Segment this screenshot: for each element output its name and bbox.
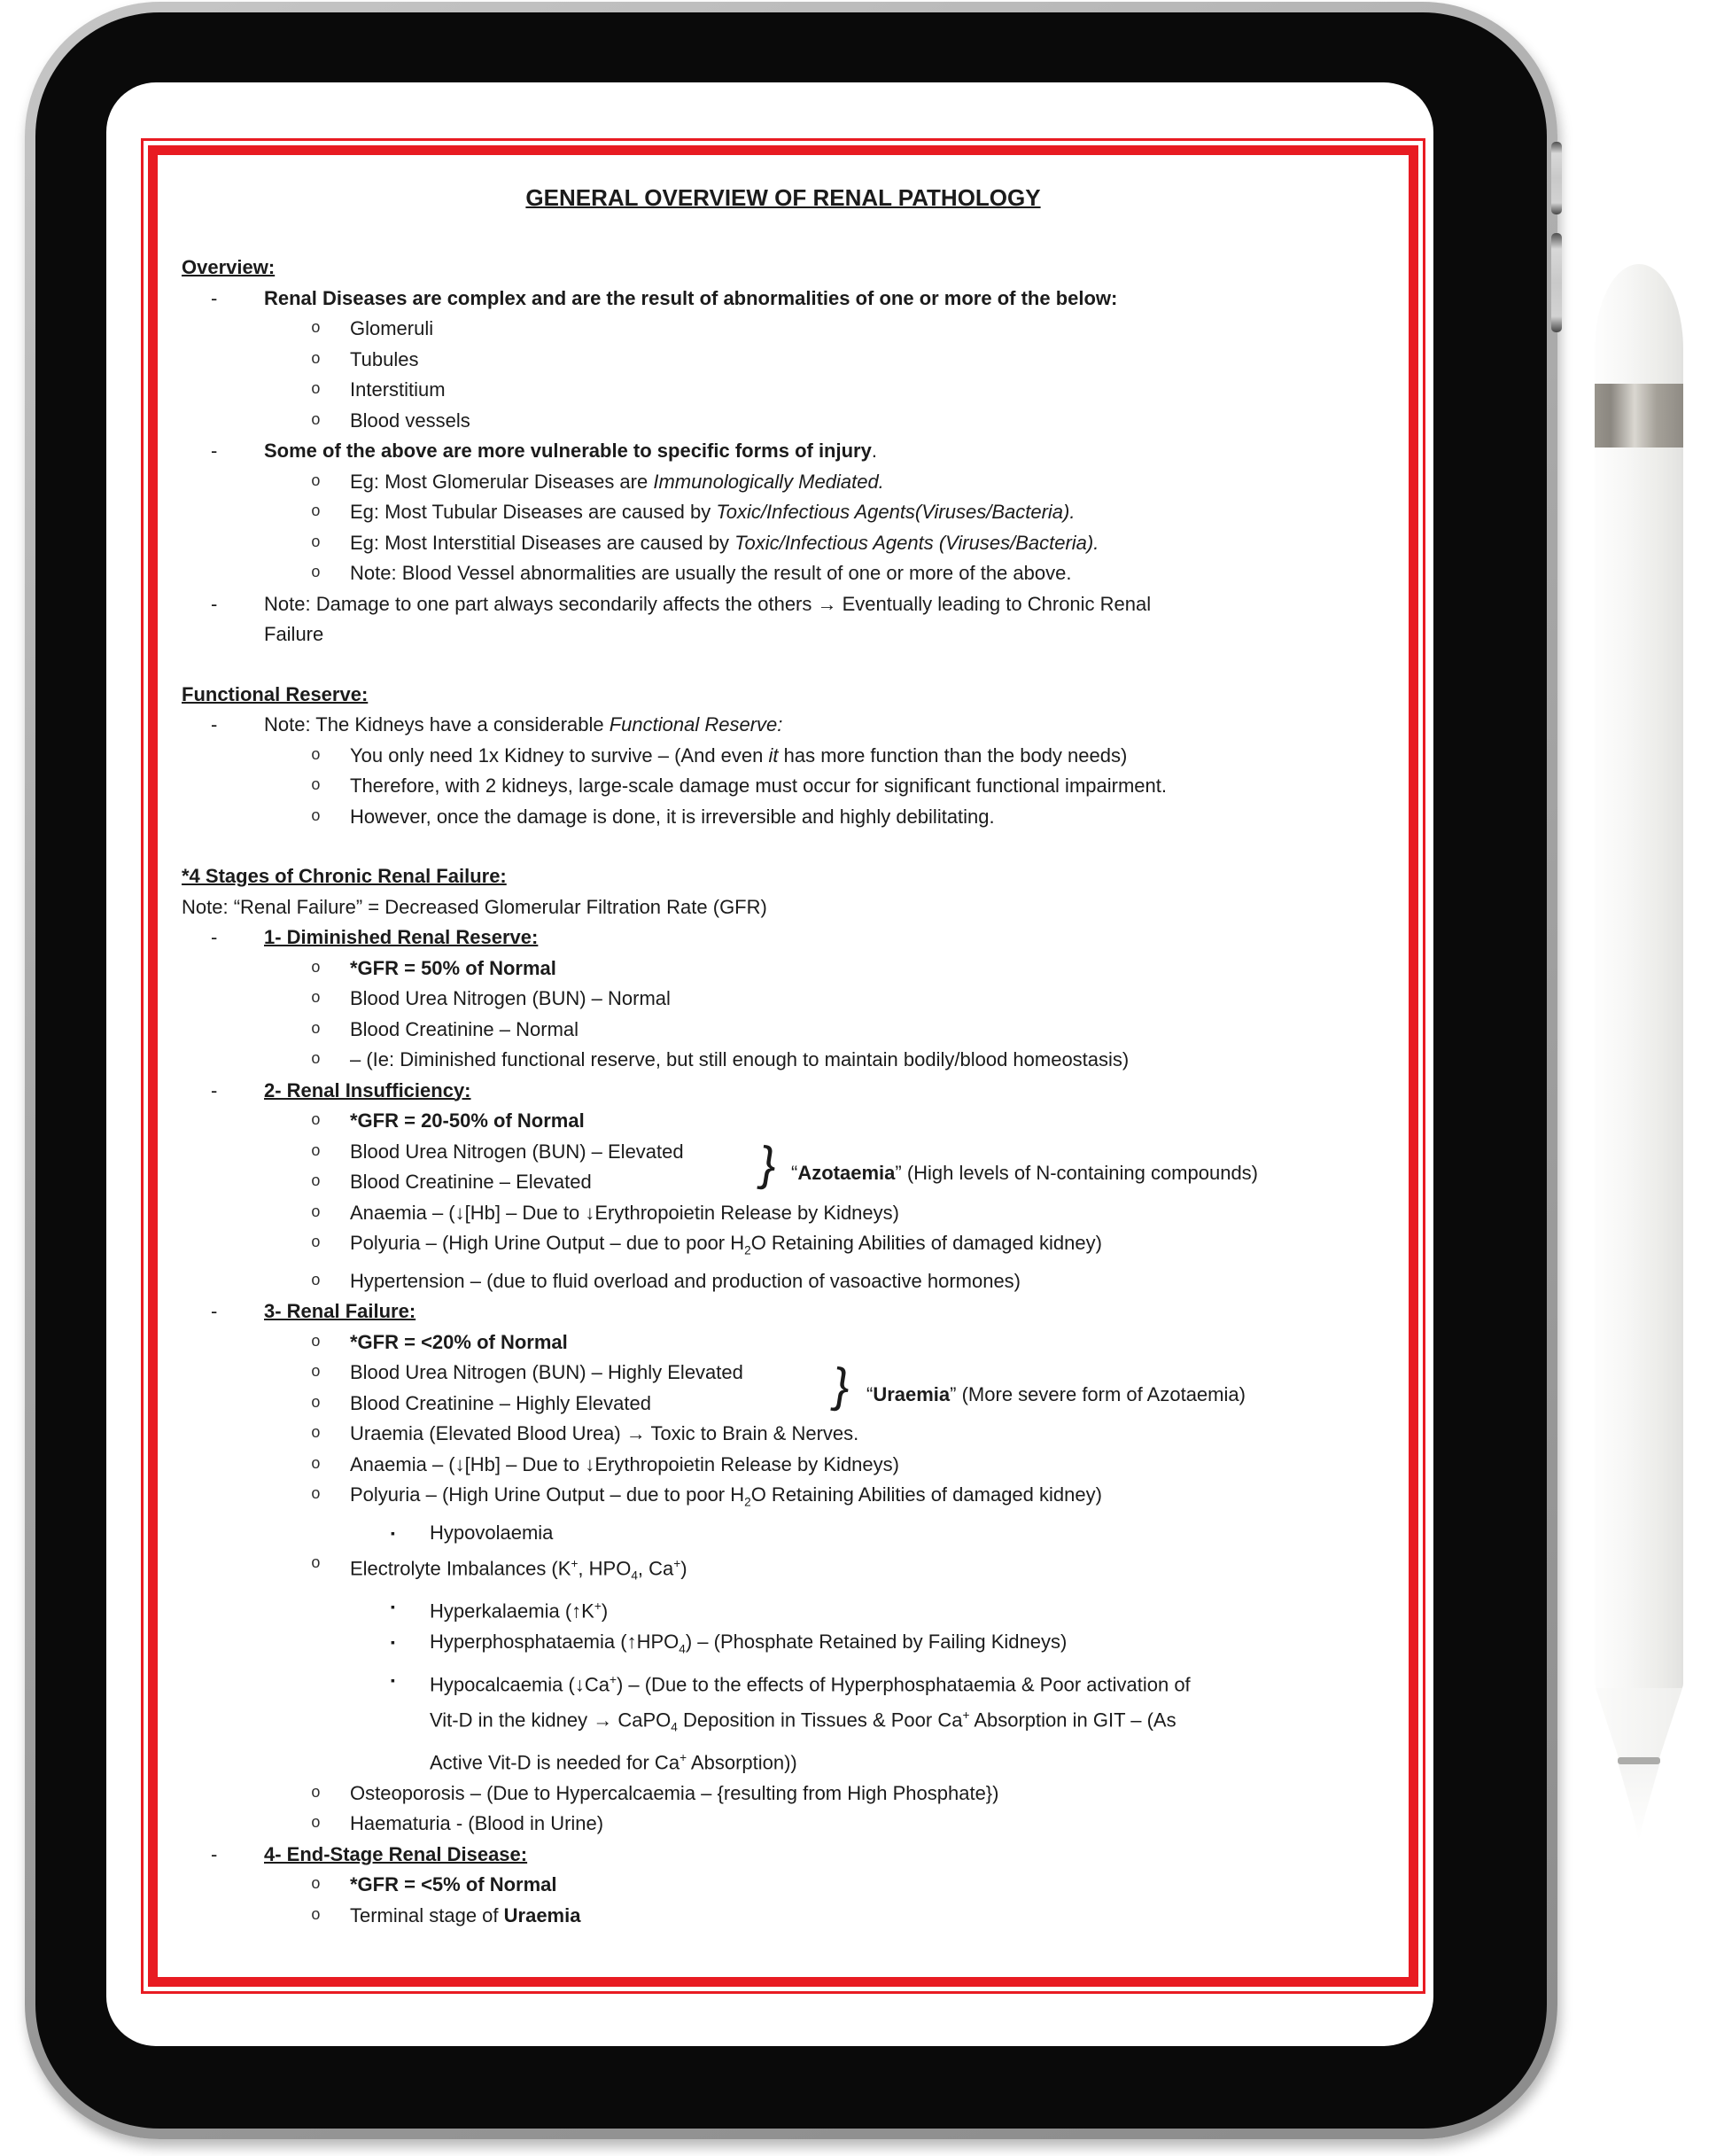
- text-segment: Immunologically Mediated.: [653, 470, 884, 493]
- stylus-band: [1595, 384, 1683, 448]
- brace-icon: }: [756, 1136, 780, 1193]
- text-segment: Interstitium: [350, 378, 446, 401]
- tablet: [25, 2, 1557, 2139]
- text-segment: Polyuria – (High Urine Output – due to poor H: [350, 1232, 745, 1254]
- text-segment: *4 Stages of Chronic Renal Failure:: [182, 865, 507, 887]
- document-red-frame: [141, 138, 1425, 1994]
- doc-line: [180, 953, 1386, 985]
- text-segment: Functional Reserve:: [609, 713, 783, 736]
- doc-line: [180, 741, 1386, 772]
- text-segment: Failure: [264, 623, 324, 645]
- text-segment: However, once the damage is done, it is irreversible and highly debilitating.: [350, 805, 995, 828]
- bullet-o-icon: o: [311, 472, 321, 491]
- text-segment: Some of the above are more vulnerable to specific forms of injury: [264, 440, 872, 462]
- text-segment: *GFR = <20% of Normal: [350, 1330, 568, 1353]
- text-segment: 1- Diminished Renal Reserve:: [264, 926, 539, 948]
- stylus-ring: [1618, 1757, 1660, 1764]
- doc-line: [180, 1627, 1386, 1665]
- doc-line: [180, 771, 1386, 802]
- doc-line: [180, 1480, 1386, 1518]
- stylus-body: [1595, 264, 1683, 1693]
- text-segment: Functional Reserve:: [182, 682, 369, 705]
- text-segment: Eg: Most Glomerular Diseases are: [350, 470, 654, 493]
- text-segment: ): [680, 1557, 687, 1580]
- text-segment: *GFR = <5% of Normal: [350, 1873, 557, 1896]
- text-segment: Blood Urea Nitrogen (BUN) – Normal: [350, 987, 671, 1009]
- text-segment: Overview:: [182, 256, 276, 278]
- bullet-o-icon: o: [311, 1234, 321, 1252]
- text-segment: Hypovolaemia: [430, 1522, 554, 1545]
- text-segment: +: [571, 1556, 579, 1570]
- text-segment: Blood Creatinine – Highly Elevated: [350, 1391, 651, 1414]
- bullet-o-icon: o: [311, 1051, 321, 1069]
- bullet-o-icon: o: [311, 1364, 321, 1382]
- text-segment: Blood Urea Nitrogen (BUN) – Highly Elevated: [350, 1361, 743, 1384]
- text-segment: ) – (Phosphate Retained by Failing Kidneys): [685, 1630, 1068, 1653]
- bullet-sq-icon: ▪: [391, 1599, 395, 1614]
- doc-line: [180, 375, 1386, 406]
- doc-line: [180, 984, 1386, 1015]
- bullet-o-icon: o: [311, 1486, 321, 1505]
- text-segment: Eg: Most Interstitial Diseases are caused by: [350, 531, 735, 554]
- text-segment: Anaemia – (↓[Hb] – Due to ↓Erythropoietin Release by Kidneys): [350, 1452, 899, 1475]
- text-segment: Note: The Kidneys have a considerable: [264, 713, 610, 736]
- brace-icon: }: [829, 1358, 854, 1413]
- stylus-tip-icon: [1615, 1764, 1663, 1841]
- text-segment: has more function than the body needs): [778, 743, 1128, 767]
- doc-line: [180, 314, 1386, 345]
- text-segment: Hyperphosphataemia (↑HPO: [430, 1630, 680, 1653]
- doc-line: [180, 1076, 1386, 1107]
- doc-line: [180, 1450, 1386, 1481]
- doc-line: [180, 1015, 1386, 1046]
- brace-label: [791, 1158, 1258, 1189]
- text-segment: Absorption)): [687, 1751, 797, 1774]
- text-segment: 3- Renal Failure:: [264, 1300, 416, 1323]
- text-segment: .: [871, 440, 877, 462]
- text-segment: Vit-D in the kidney → CaPO: [430, 1708, 672, 1731]
- bullet-o-icon: o: [311, 746, 321, 765]
- text-segment: +: [609, 1672, 617, 1686]
- text-segment: it: [768, 743, 779, 767]
- volume-down-button: [1551, 233, 1562, 332]
- bullet-dash-icon: -: [211, 713, 218, 736]
- text-segment: Terminal stage of: [350, 1903, 504, 1926]
- doc-line: [180, 1840, 1386, 1871]
- bullet-o-icon: o: [311, 503, 321, 521]
- bullet-o-icon: o: [311, 381, 321, 399]
- bullet-o-icon: o: [311, 1020, 321, 1039]
- doc-line: [180, 589, 1386, 650]
- text-segment: You only need 1x Kidney to survive – (And even: [350, 743, 769, 767]
- doc-line: [180, 345, 1386, 376]
- doc-line: [180, 436, 1386, 467]
- text-segment: +: [594, 1599, 602, 1613]
- text-segment: 4: [671, 1720, 678, 1734]
- bullet-o-icon: o: [311, 1173, 321, 1191]
- text-segment: “: [866, 1382, 874, 1405]
- bullet-dash-icon: -: [211, 1300, 218, 1323]
- bullet-o-icon: o: [311, 533, 321, 552]
- text-segment: Azotaemia: [797, 1162, 896, 1184]
- doc-line: [180, 922, 1386, 953]
- text-segment: Blood Creatinine – Normal: [350, 1017, 579, 1040]
- doc-line: [180, 467, 1386, 498]
- text-segment: , Ca: [637, 1557, 674, 1580]
- bullet-dash-icon: -: [211, 1842, 218, 1865]
- text-segment: Hypocalcaemia (↓Ca: [430, 1673, 610, 1696]
- bullet-o-icon: o: [311, 1425, 321, 1444]
- section-gap: [180, 650, 1386, 680]
- doc-line: [180, 861, 1386, 892]
- doc-line: [180, 1779, 1386, 1810]
- doc-line: [180, 406, 1386, 437]
- doc-title: GENERAL OVERVIEW OF RENAL PATHOLOGY: [525, 184, 1041, 211]
- text-segment: Anaemia – (↓[Hb] – Due to ↓Erythropoietin Release by Kidneys): [350, 1201, 899, 1224]
- doc-line: [180, 497, 1386, 528]
- bullet-sq-icon: ▪: [391, 1672, 395, 1687]
- bullet-o-icon: o: [311, 959, 321, 977]
- doc-line: [180, 1549, 1386, 1592]
- text-segment: Eg: Most Tubular Diseases are caused by: [350, 501, 717, 523]
- doc-line: [180, 1045, 1386, 1076]
- bullet-sq-icon: ▪: [391, 1526, 395, 1541]
- text-segment: 4: [631, 1568, 638, 1583]
- bullet-o-icon: o: [311, 777, 321, 795]
- doc-line: [180, 1518, 1386, 1549]
- bullet-o-icon: o: [311, 990, 321, 1008]
- doc-lines: [180, 253, 1386, 1931]
- text-segment: Therefore, with 2 kidneys, large-scale damage must occur for significant functional impairment.: [350, 774, 1167, 797]
- text-segment: ): [601, 1599, 609, 1623]
- text-segment: ” (High levels of N-containing compounds): [895, 1162, 1259, 1184]
- volume-up-button: [1551, 142, 1562, 214]
- text-segment: Uraemia (Elevated Blood Urea) → Toxic to Brain & Nerves.: [350, 1422, 859, 1445]
- bullet-o-icon: o: [311, 1784, 321, 1802]
- doc-line: [180, 1419, 1386, 1450]
- text-segment: Uraemia: [503, 1903, 581, 1926]
- text-segment: Blood vessels: [350, 409, 470, 432]
- bullet-o-icon: o: [311, 1142, 321, 1161]
- text-segment: Osteoporosis – (Due to Hypercalcaemia – {resulting from High Phosphate}): [350, 1781, 999, 1804]
- doc-line: [180, 1198, 1386, 1229]
- doc-line: [180, 1665, 1386, 1779]
- tablet-screen: [106, 82, 1433, 2046]
- text-segment: Blood Creatinine – Elevated: [350, 1171, 592, 1193]
- doc-line: [180, 1870, 1386, 1901]
- text-segment: +: [962, 1708, 970, 1722]
- text-segment: +: [673, 1556, 681, 1570]
- document-page: [148, 145, 1418, 1987]
- text-segment: +: [680, 1750, 687, 1764]
- doc-line: [180, 892, 1386, 923]
- text-segment: – (Ie: Diminished functional reserve, but still enough to maintain bodily/blood homeostasis): [350, 1048, 1130, 1070]
- bullet-o-icon: o: [311, 350, 321, 369]
- doc-line: [180, 253, 1386, 284]
- text-segment: 4- End-Stage Renal Disease:: [264, 1842, 528, 1865]
- text-segment: 2: [744, 1495, 751, 1509]
- text-segment: 4: [679, 1642, 686, 1656]
- text-segment: Haematuria - (Blood in Urine): [350, 1812, 604, 1835]
- text-segment: Glomeruli: [350, 317, 434, 339]
- text-segment: , HPO: [578, 1557, 632, 1580]
- bullet-o-icon: o: [311, 1906, 321, 1925]
- text-segment: Polyuria – (High Urine Output – due to poor H: [350, 1483, 745, 1506]
- text-segment: Tubules: [350, 347, 419, 370]
- text-segment: Deposition in Tissues & Poor Ca: [677, 1708, 963, 1731]
- bullet-o-icon: o: [311, 320, 321, 338]
- bullet-o-icon: o: [311, 1333, 321, 1351]
- text-segment: Note: Blood Vessel abnormalities are usually the result of one or more of the above.: [350, 562, 1072, 584]
- text-segment: Note: “Renal Failure” = Decreased Glomerular Filtration Rate (GFR): [182, 895, 767, 918]
- bullet-o-icon: o: [311, 1554, 321, 1573]
- text-segment: 2: [744, 1243, 751, 1257]
- text-segment: Hypertension – (due to fluid overload and production of vasoactive hormones): [350, 1269, 1021, 1292]
- bullet-o-icon: o: [311, 1394, 321, 1413]
- bullet-dash-icon: -: [211, 440, 218, 462]
- bullet-o-icon: o: [311, 1876, 321, 1895]
- text-segment: Toxic/Infectious Agents (Viruses/Bacteria).: [734, 531, 1099, 554]
- bullet-dash-icon: -: [211, 1078, 218, 1101]
- doc-line: [180, 1106, 1386, 1137]
- doc-line: [180, 528, 1386, 559]
- doc-line: [180, 802, 1386, 833]
- bullet-o-icon: o: [311, 564, 321, 582]
- text-segment: Absorption in GIT – (As: [969, 1708, 1177, 1731]
- doc-line: [180, 1592, 1386, 1627]
- doc-line: [180, 1901, 1386, 1932]
- text-segment: Blood Urea Nitrogen (BUN) – Elevated: [350, 1140, 684, 1163]
- text-segment: Renal Diseases are complex and are the result of abnormalities of one or more of the below:: [264, 286, 1118, 309]
- brace-label: [866, 1380, 1246, 1411]
- doc-line: [180, 558, 1386, 589]
- text-segment: 2- Renal Insufficiency:: [264, 1078, 471, 1101]
- text-segment: Active Vit-D is needed for Ca: [430, 1751, 680, 1774]
- bullet-o-icon: o: [311, 1272, 321, 1290]
- doc-line: [180, 710, 1386, 741]
- bullet-o-icon: o: [311, 1815, 321, 1833]
- doc-line: [180, 284, 1386, 315]
- text-segment: ” (More severe form of Azotaemia): [950, 1382, 1246, 1405]
- text-segment: Toxic/Infectious Agents(Viruses/Bacteria).: [716, 501, 1076, 523]
- text-segment: Uraemia: [873, 1382, 951, 1405]
- doc-line: [180, 1266, 1386, 1297]
- text-segment: ) – (Due to the effects of Hyperphosphataemia & Poor activation of: [616, 1673, 1191, 1696]
- section-gap: [180, 832, 1386, 861]
- bullet-sq-icon: ▪: [391, 1634, 395, 1649]
- text-segment: Note: Damage to one part always secondarily affects the others → Eventually leading to Chronic Renal: [264, 592, 1152, 615]
- stylus-taper: [1595, 1688, 1683, 1761]
- text-segment: “: [791, 1162, 798, 1184]
- bullet-o-icon: o: [311, 807, 321, 826]
- bullet-o-icon: o: [311, 1203, 321, 1222]
- doc-line: [180, 1809, 1386, 1840]
- bullet-o-icon: o: [311, 411, 321, 430]
- doc-line: [180, 1327, 1386, 1358]
- text-segment: *GFR = 20-50% of Normal: [350, 1109, 585, 1132]
- text-segment: Electrolyte Imbalances (K: [350, 1557, 571, 1580]
- bullet-dash-icon: -: [211, 286, 218, 309]
- doc-line: [180, 1296, 1386, 1327]
- doc-line: [180, 1228, 1386, 1266]
- text-segment: O Retaining Abilities of damaged kidney): [750, 1232, 1102, 1254]
- text-segment: O Retaining Abilities of damaged kidney): [750, 1483, 1102, 1506]
- bullet-dash-icon: -: [211, 926, 218, 948]
- text-segment: *GFR = 50% of Normal: [350, 956, 556, 979]
- bullet-dash-icon: -: [211, 592, 218, 615]
- bullet-o-icon: o: [311, 1112, 321, 1130]
- text-segment: Hyperkalaemia (↑K: [430, 1599, 594, 1623]
- doc-line: [180, 680, 1386, 711]
- bullet-o-icon: o: [311, 1455, 321, 1474]
